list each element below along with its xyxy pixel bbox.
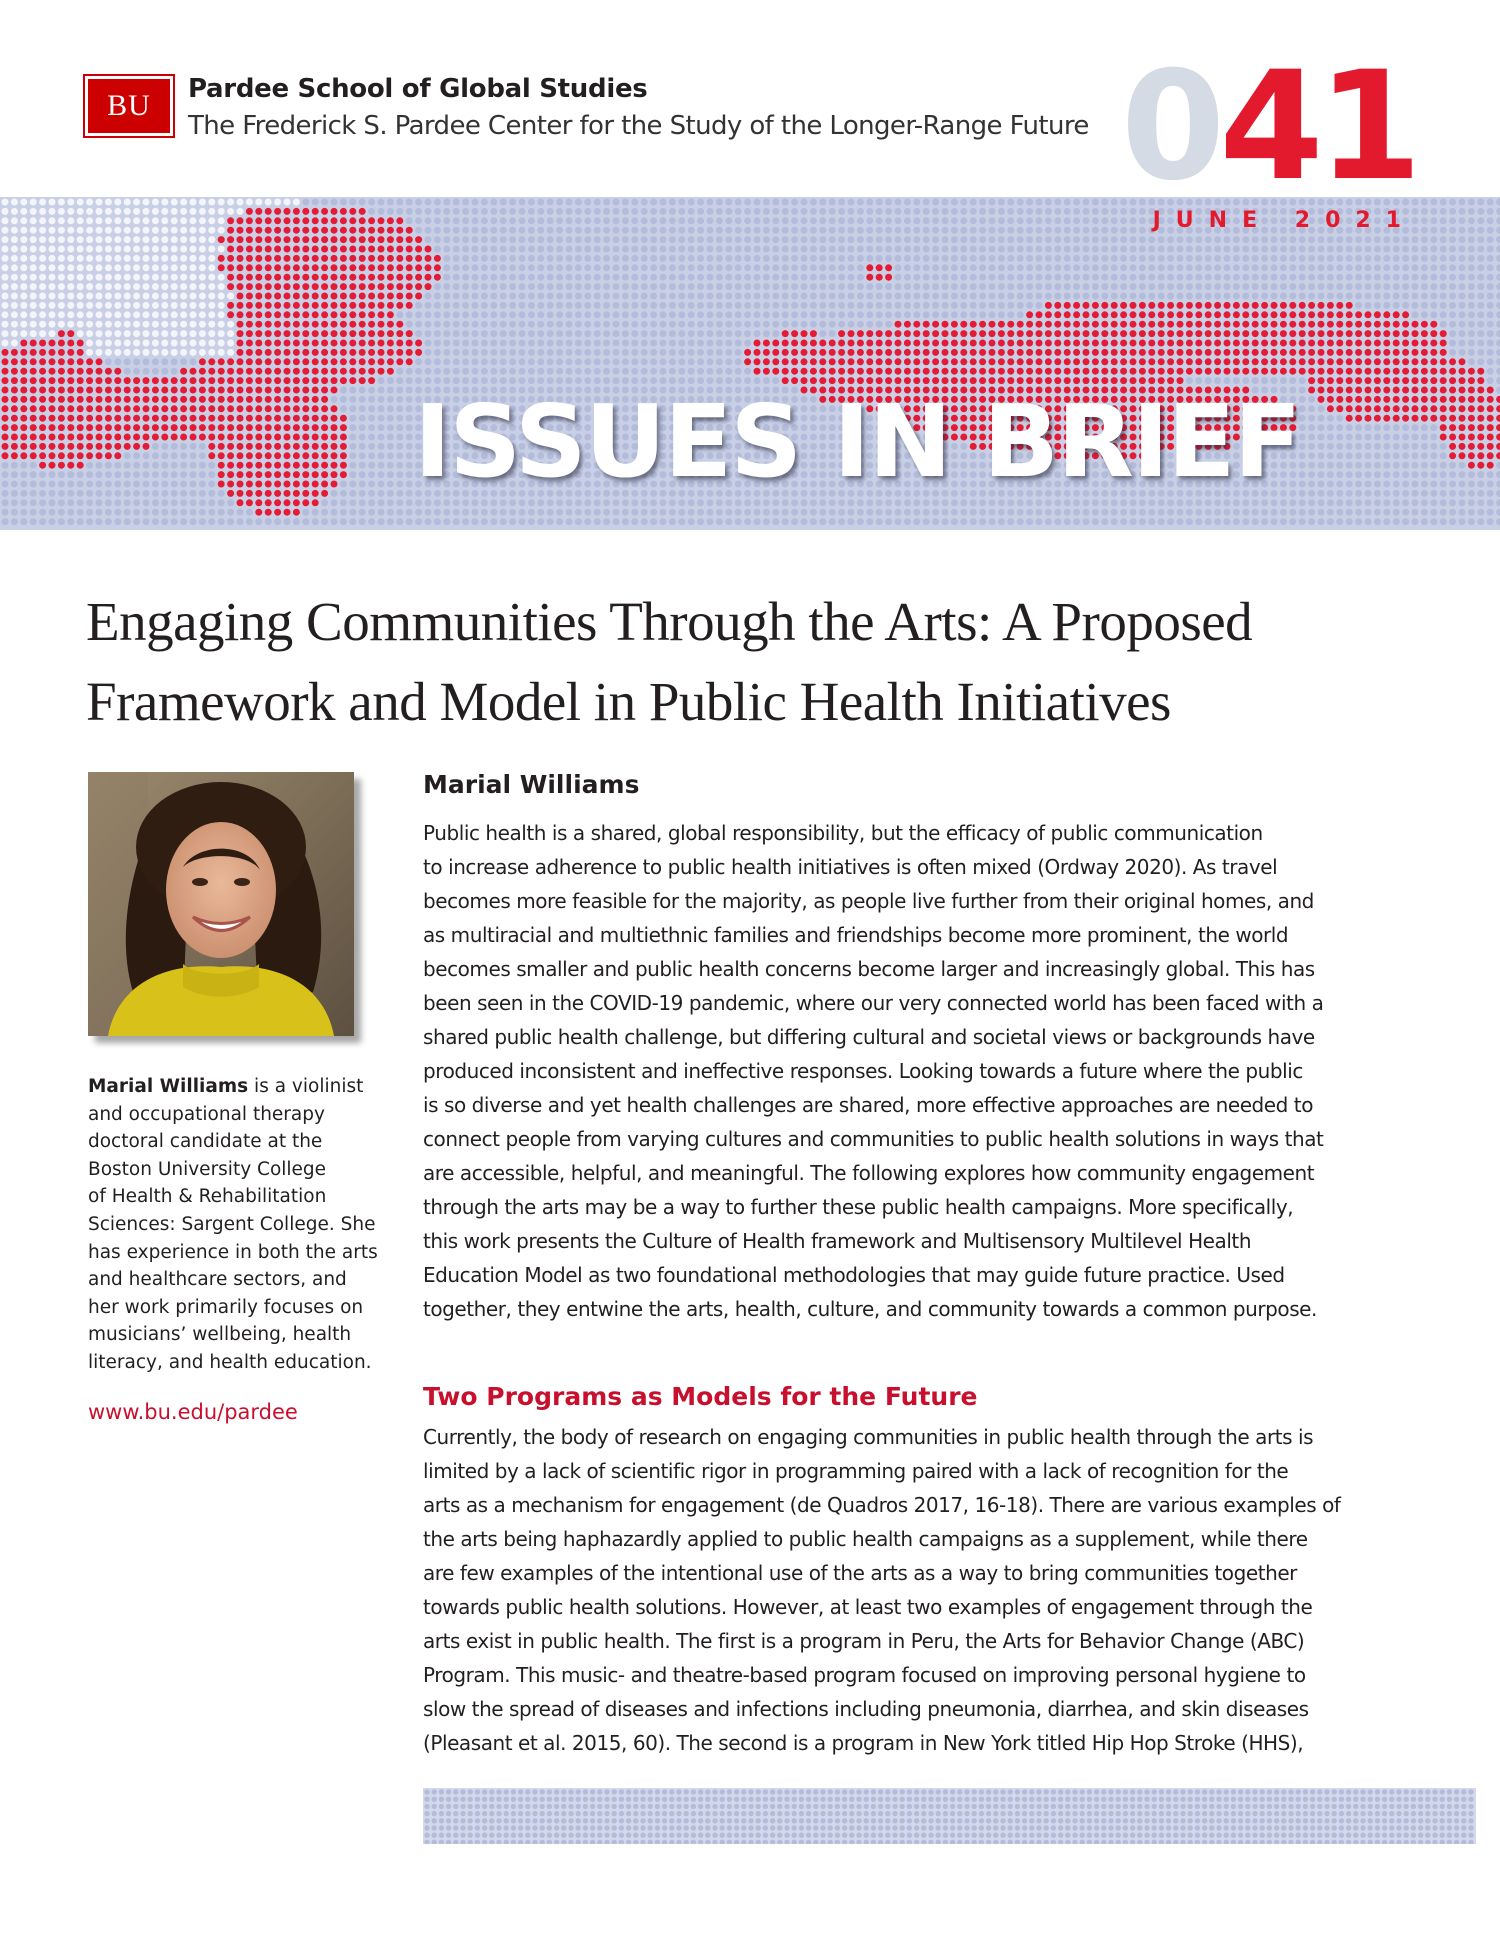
bio-line: Sciences: Sargent College. She [88, 1213, 376, 1235]
section-line: the arts being haphazardly applied to public health campaigns as a supplement, while there [423, 1527, 1308, 1551]
pardee-website-link[interactable]: www.bu.edu/pardee [88, 1400, 298, 1424]
bio-line: of Health & Rehabilitation [88, 1186, 327, 1208]
brief-title-line-1: Engaging Communities Through the Arts: A Proposed [86, 591, 1253, 652]
section-line: Currently, the body of research on engaging communities in public health through the arts is [423, 1425, 1314, 1449]
intro-line: through the arts may be a way to further these public health campaigns. More specifically, [423, 1195, 1294, 1219]
bio-line: literacy, and health education. [88, 1351, 372, 1373]
intro-line: Public health is a shared, global responsibility, but the efficacy of public communication [423, 821, 1263, 845]
intro-line: together, they entwine the arts, health, culture, and community towards a common purpose. [423, 1297, 1317, 1321]
intro-line: as multiracial and multiethnic families and friendships become more prominent, the world [423, 923, 1289, 947]
intro-paragraph [423, 816, 1423, 1326]
issue-number [1120, 40, 1416, 214]
intro-line: to increase adherence to public health initiatives is often mixed (Ordway 2020). As travel [423, 855, 1278, 879]
section-line: Program. This music- and theatre-based program focused on improving personal hygiene to [423, 1663, 1306, 1687]
intro-line: been seen in the COVID-19 pandemic, where our very connected world has been faced with a [423, 991, 1324, 1015]
bu-logo-text: BU [107, 89, 151, 122]
author-name: Marial Williams [423, 770, 640, 799]
issue-date: JUNE 2021 [1152, 208, 1416, 233]
bio-line: and healthcare sectors, and [88, 1269, 347, 1291]
school-name: Pardee School of Global Studies [188, 74, 648, 104]
intro-line: are accessible, helpful, and meaningful. The following explores how community engagement [423, 1161, 1315, 1185]
section-line: arts exist in public health. The first is a program in Peru, the Arts for Behavior Change (ABC) [423, 1629, 1305, 1653]
section-line: limited by a lack of scientific rigor in programming paired with a lack of recognition for the [423, 1459, 1289, 1483]
intro-line: connect people from varying cultures and communities to public health solutions in ways that [423, 1127, 1324, 1151]
bio-line: has experience in both the arts [88, 1241, 378, 1263]
bu-logo [88, 79, 170, 133]
section-line: towards public health solutions. However, at least two examples of engagement through the [423, 1595, 1313, 1619]
author-photo [88, 772, 354, 1036]
section-line: (Pleasant et al. 2015, 60). The second is a program in New York titled Hip Hop Stroke (HHS), [423, 1731, 1304, 1755]
footer-dots-graphic [423, 1788, 1476, 1844]
section-line: arts as a mechanism for engagement (de Quadros 2017, 16-18). There are various examples of [423, 1493, 1341, 1517]
section-paragraph [423, 1420, 1423, 1760]
intro-line: becomes more feasible for the majority, as people live further from their original homes, and [423, 889, 1314, 913]
intro-line: this work presents the Culture of Health framework and Multisensory Multilevel Health [423, 1229, 1252, 1253]
author-portrait-graphic [88, 772, 354, 1036]
section-line: are few examples of the intentional use of the arts as a way to bring communities together [423, 1561, 1297, 1585]
footer-dot-band [423, 1788, 1476, 1844]
author-bio [88, 1073, 383, 1377]
series-title: ISSUES IN BRIEF [414, 383, 1300, 500]
bio-line: musicians’ wellbeing, health [88, 1324, 352, 1346]
brief-title [86, 582, 1466, 742]
issue-number-lead: 0 [1120, 40, 1220, 214]
bio-line: doctoral candidate at the [88, 1131, 323, 1153]
brief-title-line-2: Framework and Model in Public Health Initiatives [86, 671, 1171, 732]
intro-line: shared public health challenge, but differing cultural and societal views or backgrounds have [423, 1025, 1315, 1049]
bio-line: her work primarily focuses on [88, 1296, 364, 1318]
center-name: The Frederick S. Pardee Center for the Study of the Longer-Range Future [188, 111, 1089, 141]
issue-number-rest: 41 [1219, 40, 1416, 214]
bio-line: Boston University College [88, 1158, 327, 1180]
section-line: slow the spread of diseases and infections including pneumonia, diarrhea, and skin diseases [423, 1697, 1309, 1721]
section-heading: Two Programs as Models for the Future [423, 1382, 978, 1411]
bio-author-name: Marial Williams [88, 1076, 249, 1097]
intro-line: produced inconsistent and ineffective responses. Looking towards a future where the public [423, 1059, 1303, 1083]
bio-line: is a violinist [248, 1076, 364, 1097]
intro-line: becomes smaller and public health concerns become larger and increasingly global. This has [423, 957, 1315, 981]
intro-line: Education Model as two foundational methodologies that may guide future practice. Used [423, 1263, 1285, 1287]
intro-line: is so diverse and yet health challenges are shared, more effective approaches are needed to [423, 1093, 1313, 1117]
bio-line: and occupational therapy [88, 1103, 325, 1125]
